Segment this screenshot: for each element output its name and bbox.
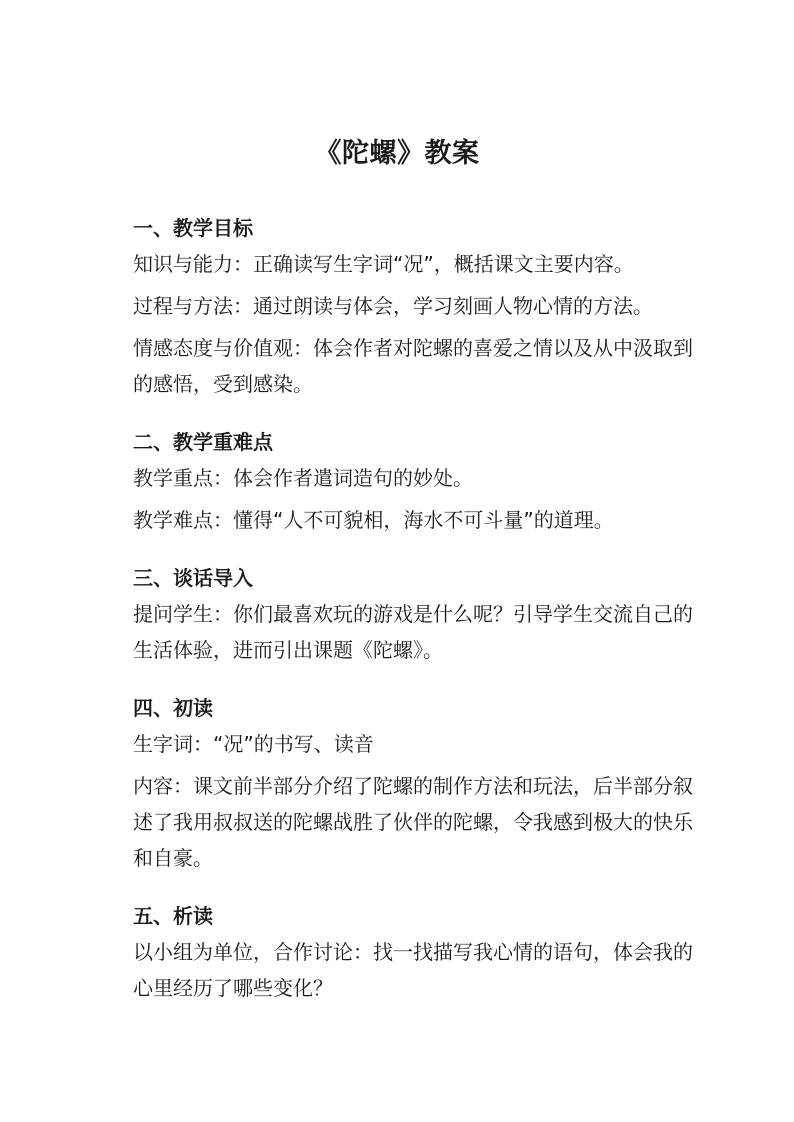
paragraph: 知识与能力：正确读写生字词“况”，概括课文主要内容。 xyxy=(133,252,634,276)
section-first-reading xyxy=(133,690,703,876)
paragraph: 提问学生：你们最喜欢玩的游戏是什么呢？引导学生交流自己的生活体验，进而引出课题《陀螺》。 xyxy=(133,602,693,662)
section-heading: 一、教学目标 xyxy=(133,216,253,240)
section-heading: 三、谈话导入 xyxy=(133,566,253,590)
paragraph: 以小组为单位，合作讨论：找一找描写我心情的语句，体会我的心里经历了哪些变化？ xyxy=(133,940,693,1000)
paragraph: 生字词：“况”的书写、读音 xyxy=(133,732,374,756)
document-title: 《陀螺》教案 xyxy=(314,138,480,170)
section-heading: 二、教学重难点 xyxy=(133,430,273,454)
paragraph: 教学难点：懂得“人不可貌相，海水不可斗量”的道理。 xyxy=(133,508,614,532)
section-teaching-goals xyxy=(133,210,703,402)
paragraph: 教学重点：体会作者遣词造句的妙处。 xyxy=(133,466,473,490)
section-analysis-reading xyxy=(133,898,703,1006)
section-introduction xyxy=(133,560,703,668)
document-body xyxy=(133,210,703,1028)
paragraph: 情感态度与价值观：体会作者对陀螺的喜爱之情以及从中汲取到的感悟，受到感染。 xyxy=(133,336,693,396)
section-key-points xyxy=(133,424,703,538)
paragraph: 内容：课文前半部分介绍了陀螺的制作方法和玩法，后半部分叙述了我用叔叔送的陀螺战胜了伙伴的陀螺，令我感到极大的快乐和自豪。 xyxy=(133,774,693,870)
section-heading: 四、初读 xyxy=(133,696,213,720)
section-heading: 五、析读 xyxy=(133,904,213,928)
paragraph: 过程与方法：通过朗读与体会，学习刻画人物心情的方法。 xyxy=(133,294,653,318)
